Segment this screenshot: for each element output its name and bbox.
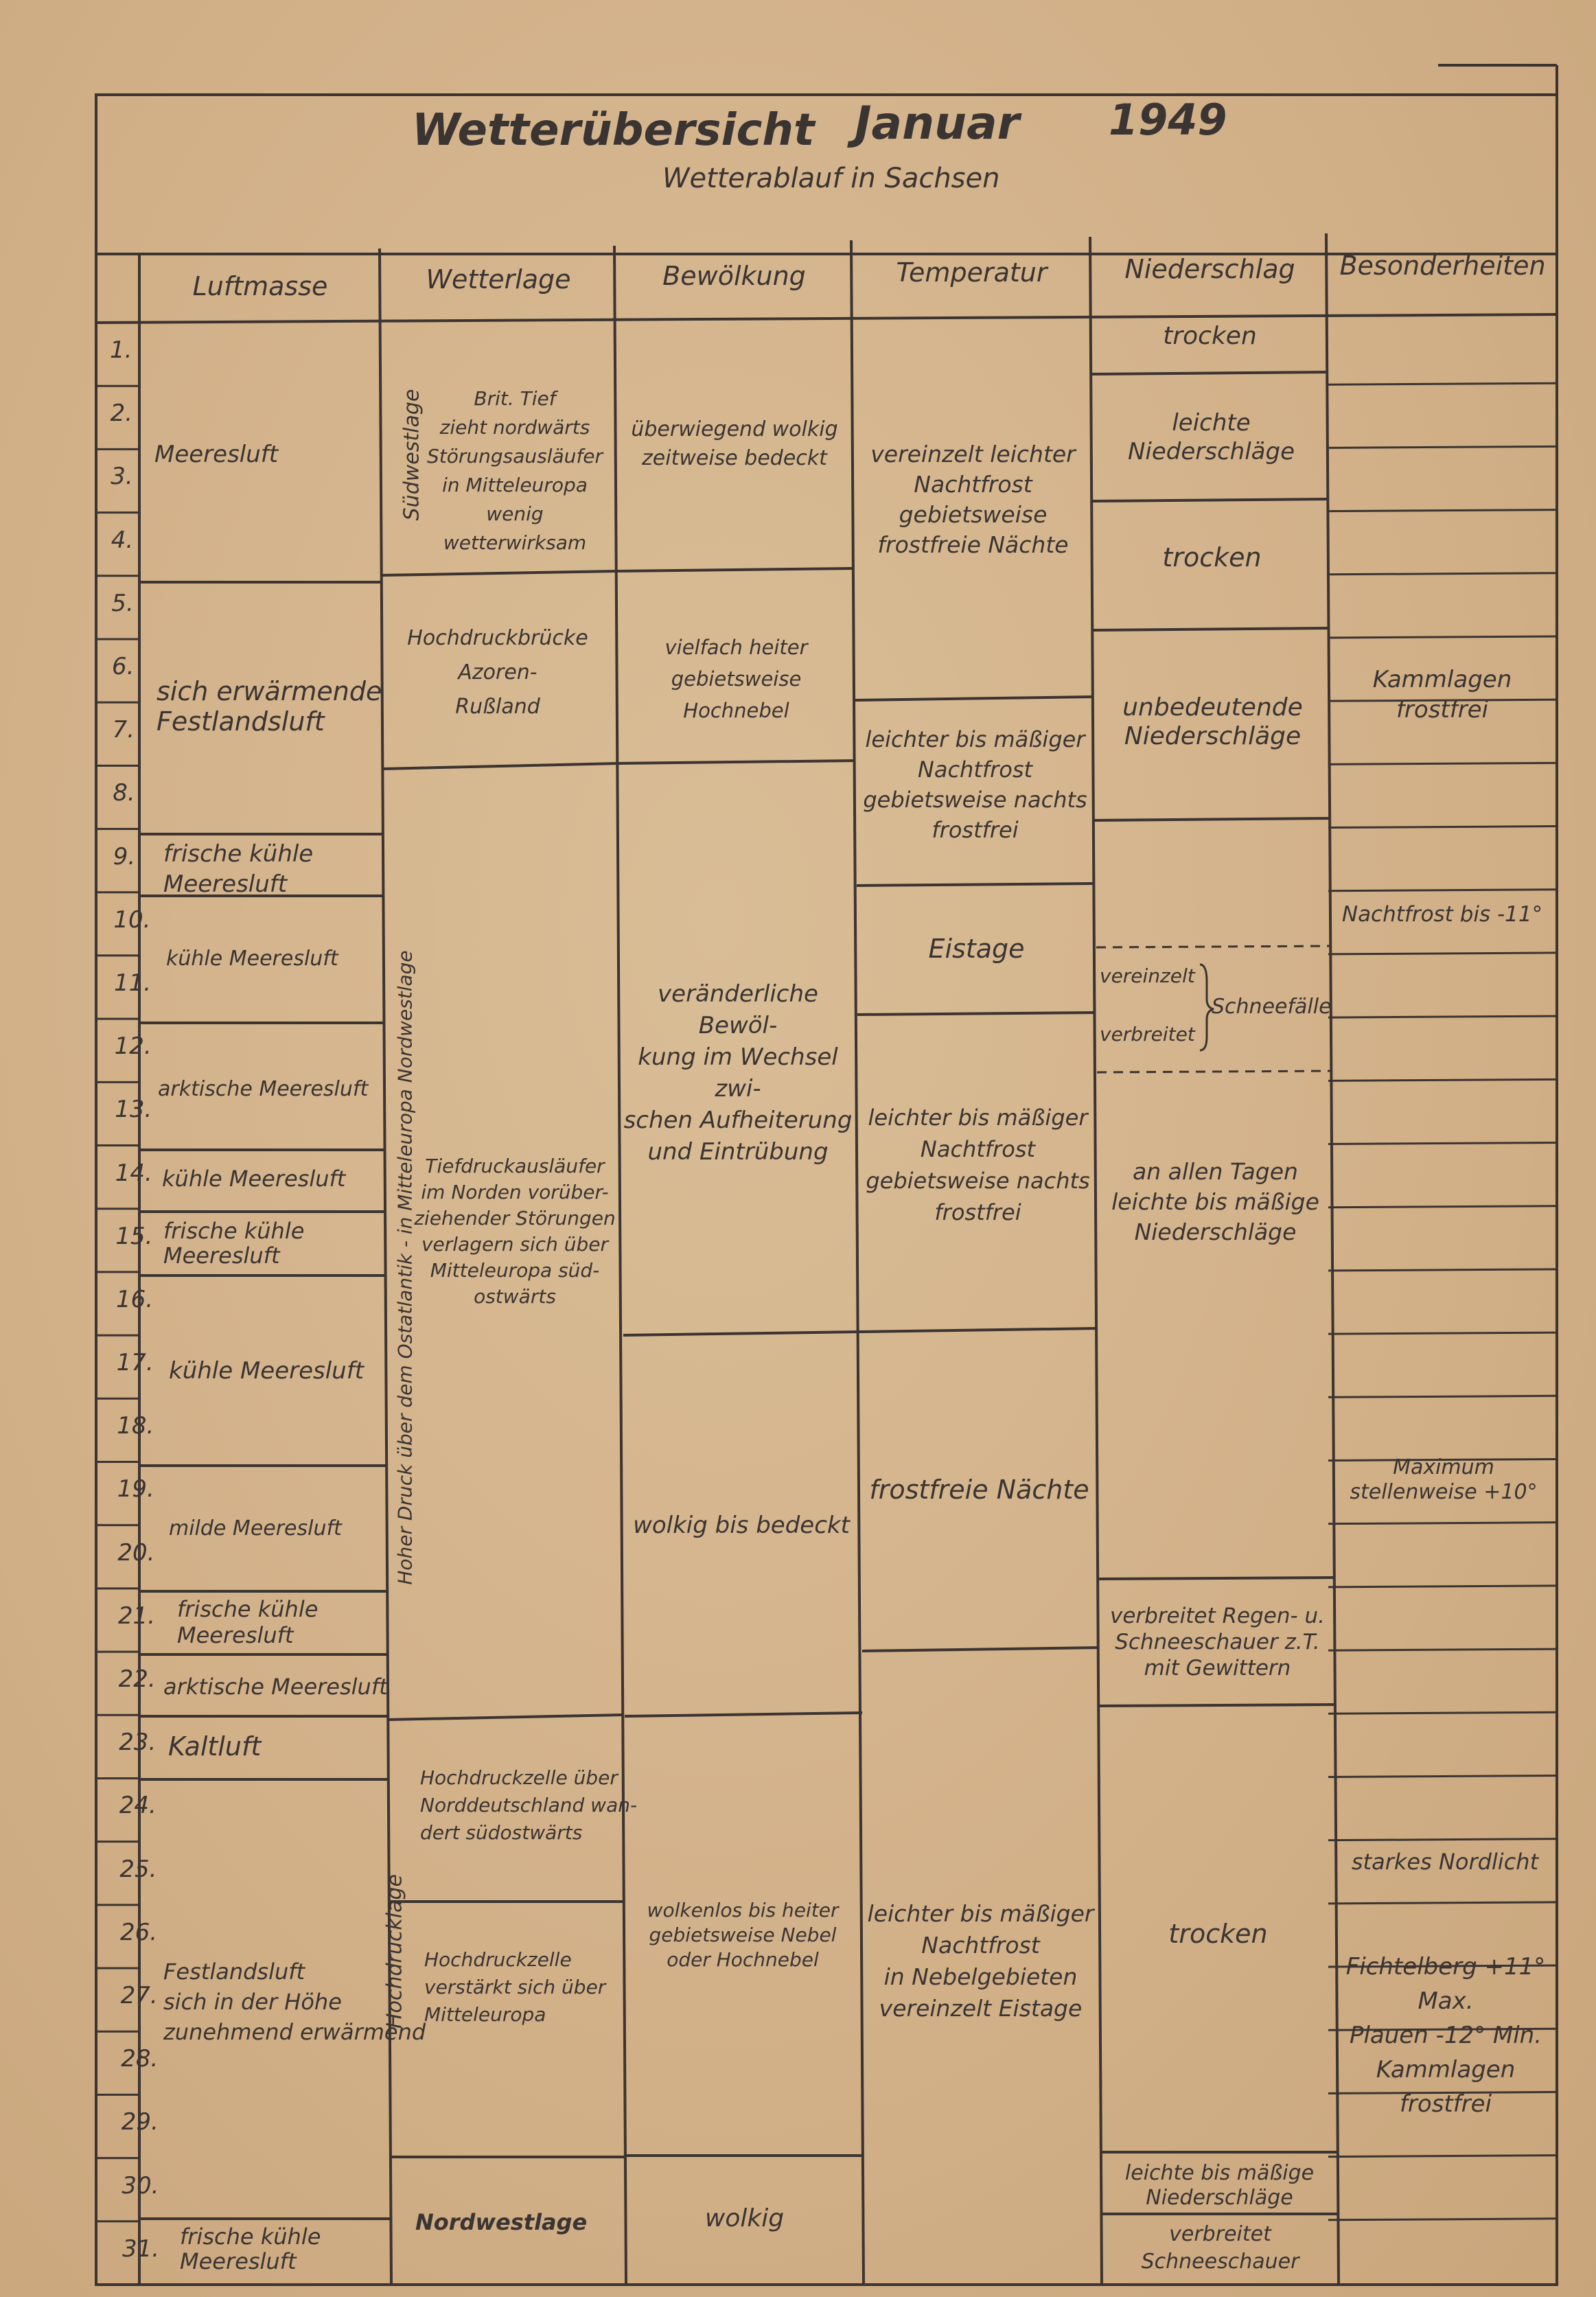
luftmasse-day-22: arktische Meeresluft <box>163 1674 388 1700</box>
bewoelkung-days-26-30: wolkenlos bis heiter gebietsweise Nebel oder Hochnebel <box>647 1899 839 1971</box>
niederschlag-day-1: trocken <box>1163 322 1257 350</box>
title-subtitle: Wetterablauf in Sachsen <box>662 163 1000 194</box>
day-number: 31. <box>122 2235 160 2263</box>
day-number: 13. <box>115 1096 152 1124</box>
day-number: 2. <box>110 400 133 428</box>
niederschlag-days-13-20: an allen Tagen leichte bis mäßige Niederschläge <box>1111 1158 1319 1245</box>
title-month: Januar <box>855 97 1020 150</box>
title-year: 1949 <box>1109 95 1227 145</box>
day-number: 12. <box>114 1032 152 1061</box>
day-number: 1. <box>110 336 132 364</box>
header-besonderheiten: Besonderheiten <box>1339 251 1546 281</box>
bewoelkung-days-18-25: wolkig bis bedeckt <box>633 1512 850 1539</box>
bewoelkung-day-31: wolkig <box>704 2204 785 2232</box>
day-number: 25. <box>119 1855 157 1883</box>
niederschlag-schneefaelle: Schneefälle <box>1212 995 1332 1019</box>
niederschlag-vereinzelt: vereinzelt <box>1100 965 1195 987</box>
day-number: 10. <box>113 905 151 934</box>
niederschlag-days-21-22: verbreitet Regen- u. Schneeschauer z.T. mit Gewittern <box>1109 1604 1326 1681</box>
niederschlag-days-2-3: leichte Niederschläge <box>1127 409 1295 465</box>
luftmasse-day-9: frische kühle Meeresluft <box>163 840 314 898</box>
day-number: 19. <box>117 1475 154 1503</box>
day-number: 22. <box>118 1665 156 1694</box>
temperatur-days-12-16: leichter bis mäßiger Nachtfrost gebietsweise nachts frostfrei <box>866 1105 1090 1225</box>
day-number: 24. <box>119 1792 157 1820</box>
temperatur-days-17-21: frostfreie Nächte <box>869 1475 1089 1505</box>
luftmasse-day-23: Kaltluft <box>168 1731 262 1762</box>
luftmasse-days-5-8: sich erwärmende Festlandsluft <box>157 676 382 737</box>
day-number: 7. <box>112 716 135 744</box>
luftmasse-days-10-11: kühle Meeresluft <box>166 947 338 971</box>
besonderheiten-day-25: starkes Nordlicht <box>1351 1849 1539 1875</box>
day-number: 6. <box>112 652 135 680</box>
day-number: 8. <box>113 779 135 807</box>
niederschlag-day-30: leichte bis mäßige Niederschläge <box>1124 2161 1315 2210</box>
day-number: 20. <box>117 1538 155 1567</box>
besonderheiten-day-10: Nachtfrost bis -11° <box>1341 902 1543 927</box>
day-number: 16. <box>116 1285 154 1313</box>
bewoelkung-days-8-17: veränderliche Bewöl- kung im Wechsel zwi- schen Aufheiterung und Eintrübung <box>623 980 853 1166</box>
day-number: 23. <box>119 1729 157 1757</box>
temperatur-days-1-6: vereinzelt leichter Nachtfrost gebietsweise frostfreie Nächte <box>870 441 1076 558</box>
day-number: 27. <box>120 1982 158 2010</box>
luftmasse-days-19-20: milde Meeresluft <box>169 1516 342 1540</box>
niederschlag-days-23-29: trocken <box>1168 1919 1268 1949</box>
day-number: 9. <box>113 842 136 870</box>
temperatur-days-22-31: leichter bis mäßiger Nachtfrost in Nebelgebieten vereinzelt Eistage <box>867 1900 1094 2022</box>
luftmasse-days-12-13: arktische Meeresluft <box>158 1077 369 1101</box>
wetterlage-vertical-nordwestlage: Hoher Druck über dem Ostatlantik - in Mitteleuropa Nordwestlage <box>393 950 417 1585</box>
temperatur-days-7-9: leichter bis mäßiger Nachtfrost gebietsweise nachts frostfrei <box>863 726 1087 843</box>
header-temperatur: Temperatur <box>896 257 1048 288</box>
day-number: 5. <box>111 589 134 617</box>
besonderheiten-days-26-28: Fichtelberg +11° Max. Plauen -12° Min. Kammlagen frostfrei <box>1345 1953 1546 2118</box>
wetterlage-days-23-26: Hochdruckzelle über Norddeutschland wan- dert südostwärts <box>420 1766 638 1844</box>
day-number: 21. <box>118 1602 156 1630</box>
day-number: 18. <box>117 1412 154 1440</box>
luftmasse-day-31: frische kühle Meeresluft <box>180 2224 321 2274</box>
temperatur-days-10-11: Eistage <box>928 934 1025 964</box>
wetterlage-day-31: Nordwestlage <box>415 2209 588 2235</box>
header-niederschlag: Niederschlag <box>1124 254 1295 284</box>
niederschlag-day-4: trocken <box>1162 542 1262 573</box>
day-number: 29. <box>121 2108 159 2136</box>
day-number: 30. <box>122 2171 159 2200</box>
day-number: 15. <box>115 1222 153 1250</box>
day-number: 28. <box>121 2045 159 2073</box>
day-number: 4. <box>111 526 134 554</box>
luftmasse-days-1-4: Meeresluft <box>154 441 279 468</box>
day-number: 14. <box>115 1159 152 1187</box>
luftmasse-day-14: kühle Meeresluft <box>162 1166 346 1192</box>
header-wetterlage: Wetterlage <box>426 264 571 295</box>
luftmasse-days-24-30: Festlandsluft sich in der Höhe zunehmend erwärmend <box>163 1959 426 2045</box>
besonderheiten-day-6: Kammlagen frostfrei <box>1372 666 1512 724</box>
bewoelkung-days-5-7: vielfach heiter gebietsweise Hochnebel <box>664 636 808 722</box>
luftmasse-day-15: frische kühle Meeresluft <box>163 1218 305 1269</box>
bewoelkung-days-1-4: überwiegend wolkig zeitweise bedeckt <box>631 417 838 470</box>
wetterlage-days-27-30: Hochdruckzelle verstärkt sich über Mitteleuropa <box>424 1948 606 2026</box>
header-luftmasse: Luftmasse <box>192 271 328 301</box>
day-number: 11. <box>114 969 152 997</box>
luftmasse-days-16-18: kühle Meeresluft <box>169 1357 365 1385</box>
besonderheiten-day-19: Maximum stellenweise +10° <box>1350 1455 1538 1504</box>
niederschlag-days-5-8: unbedeutende Niederschläge <box>1122 693 1303 750</box>
day-number: 26. <box>120 1918 158 1946</box>
niederschlag-verbreitet: verbreitet <box>1100 1023 1195 1046</box>
luftmasse-day-21: frische kühle Meeresluft <box>177 1596 319 1648</box>
wetterlage-days-1-4: Brit. Tief zieht nordwärts Störungsausläufer in Mitteleuropa wenig wetterwirksam <box>426 387 603 554</box>
header-bewoelkung: Bewölkung <box>662 261 806 291</box>
niederschlag-day-31: verbreitet Schneeschauer <box>1141 2222 1299 2274</box>
wetterlage-vertical-hochdrucklage: Hochdrucklage <box>382 1874 407 2029</box>
wetterlage-days-8-22: Tiefdruckausläufer im Norden vorüber- ziehender Störungen verlagern sich über Mitteleuropa süd- ostwärts <box>414 1155 616 1308</box>
title-main: Wetterübersicht <box>412 105 815 156</box>
wetterlage-vertical-suedwestlage: Südwestlage <box>400 389 424 521</box>
wetterlage-days-5-7: Hochdruckbrücke Azoren- Rußland <box>407 626 588 719</box>
day-number: 3. <box>111 463 133 491</box>
day-number: 17. <box>116 1349 154 1377</box>
